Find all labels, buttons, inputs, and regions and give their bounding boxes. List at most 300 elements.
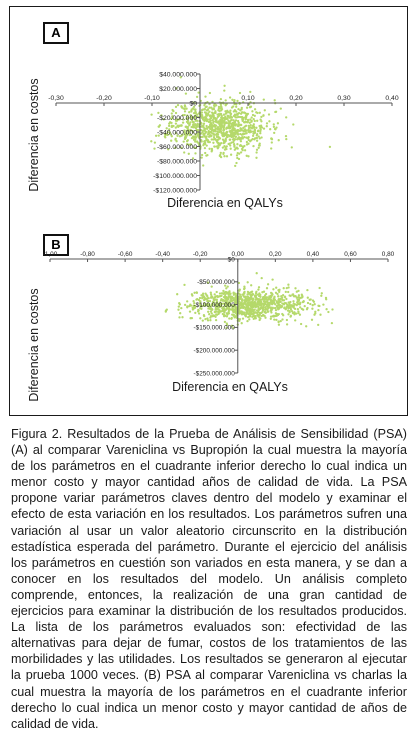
scatter-point	[247, 121, 249, 123]
y-tick-label: -$120.000.000	[153, 187, 197, 195]
scatter-point	[230, 123, 232, 125]
scatter-point	[203, 314, 205, 316]
scatter-point	[277, 306, 279, 308]
scatter-point	[210, 291, 212, 293]
scatter-point	[214, 310, 216, 312]
scatter-point	[309, 303, 311, 305]
scatter-point	[277, 122, 279, 124]
scatter-point	[239, 138, 241, 140]
scatter-point	[233, 146, 235, 148]
scatter-point	[297, 308, 299, 310]
scatter-point	[246, 141, 248, 143]
scatter-point	[233, 115, 235, 117]
scatter-point	[238, 130, 240, 132]
scatter-point	[285, 291, 287, 293]
scatter-point	[257, 307, 259, 309]
scatter-point	[252, 309, 254, 311]
scatter-point	[237, 120, 239, 122]
scatter-point	[207, 311, 209, 313]
scatter-point	[229, 139, 231, 141]
scatter-point	[232, 138, 234, 140]
scatter-point	[232, 309, 234, 311]
figure-frame	[9, 6, 408, 416]
y-tick-label: $40.000.000	[159, 71, 197, 79]
scatter-point	[246, 143, 248, 145]
scatter-point	[260, 136, 262, 138]
scatter-point	[214, 130, 216, 132]
scatter-point	[240, 312, 242, 314]
scatter-point	[247, 136, 249, 138]
scatter-point	[278, 139, 280, 141]
scatter-point	[233, 122, 235, 124]
scatter-point	[246, 155, 248, 157]
x-tick-label: 0,20	[289, 95, 303, 102]
scatter-point	[249, 118, 251, 120]
scatter-point	[234, 309, 236, 311]
scatter-point	[207, 133, 209, 135]
scatter-point	[189, 310, 191, 312]
scatter-point	[205, 154, 207, 156]
scatter-point	[256, 120, 258, 122]
scatter-point	[234, 110, 236, 112]
scatter-point	[310, 298, 312, 300]
scatter-point	[175, 122, 177, 124]
x-tick-label: 0,40	[385, 95, 399, 102]
scatter-point	[251, 293, 253, 295]
scatter-point	[217, 116, 219, 118]
scatter-point	[186, 305, 188, 307]
scatter-point	[249, 315, 251, 317]
scatter-point	[194, 140, 196, 142]
scatter-point	[223, 145, 225, 147]
scatter-point	[172, 110, 174, 112]
scatter-point	[245, 132, 247, 134]
scatter-point	[242, 303, 244, 305]
scatter-point	[307, 297, 309, 299]
scatter-point	[179, 124, 181, 126]
scatter-point	[268, 297, 270, 299]
scatter-point	[203, 108, 205, 110]
scatter-point	[218, 106, 220, 108]
scatter-point	[213, 133, 215, 135]
scatter-point	[212, 113, 214, 115]
scatter-point	[210, 135, 212, 137]
scatter-point	[331, 322, 333, 324]
scatter-point	[243, 292, 245, 294]
scatter-point	[262, 314, 264, 316]
scatter-point	[254, 108, 256, 110]
scatter-point	[206, 109, 208, 111]
scatter-point	[153, 147, 155, 149]
scatter-point	[232, 126, 234, 128]
y-tick-label: $0	[189, 100, 197, 108]
scatter-point	[250, 121, 252, 123]
scatter-point	[211, 315, 213, 317]
scatter-point	[250, 291, 252, 293]
scatter-point	[279, 304, 281, 306]
scatter-point	[252, 145, 254, 147]
scatter-point	[270, 147, 272, 149]
scatter-point	[327, 311, 329, 313]
scatter-point	[229, 96, 231, 98]
scatter-point	[209, 92, 211, 94]
scatter-point	[208, 313, 210, 315]
scatter-point	[223, 155, 225, 157]
x-tick-label: -0,30	[48, 95, 64, 102]
scatter-point	[171, 126, 173, 128]
scatter-point	[221, 292, 223, 294]
scatter-point	[273, 123, 275, 125]
scatter-point	[234, 138, 236, 140]
scatter-point	[183, 151, 185, 153]
scatter-point	[254, 301, 256, 303]
scatter-point	[278, 302, 280, 304]
scatter-point	[215, 313, 217, 315]
scatter-point	[226, 298, 228, 300]
scatter-point	[253, 118, 255, 120]
scatter-point	[285, 135, 287, 137]
scatter-point	[197, 91, 199, 93]
scatter-point	[250, 306, 252, 308]
scatter-point	[185, 108, 187, 110]
scatter-point	[225, 148, 227, 150]
scatter-point	[247, 313, 249, 315]
scatter-point	[241, 134, 243, 136]
x-tick-label: 0,80	[381, 251, 395, 258]
scatter-point	[237, 108, 239, 110]
y-tick-label: -$60.000.000	[156, 143, 197, 151]
scatter-point	[154, 141, 156, 143]
scatter-point	[249, 106, 251, 108]
scatter-point	[270, 137, 272, 139]
scatter-point	[287, 284, 289, 286]
scatter-point	[246, 320, 248, 322]
scatter-point	[235, 295, 237, 297]
scatter-point	[208, 107, 210, 109]
y-tick-label: -$200.000.000	[193, 347, 235, 355]
scatter-point	[260, 299, 262, 301]
scatter-point	[257, 129, 259, 131]
scatter-point	[217, 109, 219, 111]
scatter-point	[224, 110, 226, 112]
scatter-point	[292, 123, 294, 125]
scatter-point	[201, 156, 203, 158]
scatter-point	[319, 314, 321, 316]
scatter-point	[270, 315, 272, 317]
scatter-point	[220, 152, 222, 154]
scatter-point	[286, 319, 288, 321]
scatter-point	[203, 299, 205, 301]
scatter-point	[184, 110, 186, 112]
x-tick-label: 0,20	[269, 251, 282, 258]
scatter-point	[197, 310, 199, 312]
scatter-point	[244, 125, 246, 127]
scatter-point	[301, 308, 303, 310]
scatter-point	[248, 318, 250, 320]
scatter-point	[200, 294, 202, 296]
panel-a-label: A	[43, 22, 69, 44]
scatter-point	[263, 127, 265, 129]
scatter-point	[264, 300, 266, 302]
scatter-point	[293, 311, 295, 313]
scatter-point	[257, 315, 259, 317]
scatter-point	[260, 312, 262, 314]
scatter-point	[220, 98, 222, 100]
scatter-point	[255, 127, 257, 129]
scatter-point	[232, 311, 234, 313]
scatter-point	[229, 110, 231, 112]
scatter-point	[287, 286, 289, 288]
scatter-point	[272, 288, 274, 290]
scatter-point	[235, 136, 237, 138]
scatter-point	[244, 308, 246, 310]
scatter-point	[251, 116, 253, 118]
scatter-point	[212, 138, 214, 140]
y-tick-label: $20.000.000	[159, 85, 197, 93]
scatter-point	[254, 311, 256, 313]
scatter-point	[229, 112, 231, 114]
scatter-point	[205, 294, 207, 296]
scatter-point	[216, 291, 218, 293]
scatter-point	[236, 100, 238, 102]
scatter-point	[245, 297, 247, 299]
scatter-point	[259, 118, 261, 120]
panel-b-label: B	[43, 234, 69, 256]
scatter-point	[317, 305, 319, 307]
scatter-point	[223, 121, 225, 123]
x-tick-label: 0,10	[241, 95, 255, 102]
scatter-point	[289, 295, 291, 297]
scatter-point	[243, 287, 245, 289]
scatter-point	[318, 287, 320, 289]
scatter-point	[212, 122, 214, 124]
scatter-point	[197, 133, 199, 135]
scatter-point	[223, 296, 225, 298]
scatter-point	[221, 116, 223, 118]
scatter-point	[258, 303, 260, 305]
scatter-point	[294, 287, 296, 289]
scatter-point	[241, 111, 243, 113]
scatter-point	[222, 313, 224, 315]
y-axis-label-b: Diferencia en costos	[27, 288, 41, 402]
scatter-point	[214, 138, 216, 140]
scatter-point	[168, 122, 170, 124]
scatter-point	[226, 155, 228, 157]
scatter-point	[203, 133, 205, 135]
scatter-point	[233, 314, 235, 316]
scatter-point	[224, 321, 226, 323]
scatter-point	[283, 299, 285, 301]
scatter-point	[278, 324, 280, 326]
scatter-point	[177, 126, 179, 128]
y-tick-label: -$20.000.000	[156, 114, 197, 122]
y-tick-label: -$250.000.000	[193, 370, 235, 378]
scatter-point	[206, 127, 208, 129]
scatter-point	[252, 135, 254, 137]
scatter-point	[236, 154, 238, 156]
scatter-point	[244, 149, 246, 151]
scatter-point	[168, 125, 170, 127]
scatter-point	[245, 137, 247, 139]
scatter-point	[219, 295, 221, 297]
scatter-point	[293, 313, 295, 315]
scatter-point	[188, 111, 190, 113]
scatter-point	[273, 126, 275, 128]
scatter-point	[248, 130, 250, 132]
scatter-point	[270, 299, 272, 301]
scatter-point	[233, 99, 235, 101]
scatter-point	[204, 318, 206, 320]
scatter-point	[207, 119, 209, 121]
scatter-point	[276, 293, 278, 295]
scatter-point	[223, 89, 225, 91]
scatter-point	[274, 315, 276, 317]
scatter-point	[253, 138, 255, 140]
scatter-point	[206, 106, 208, 108]
scatter-point	[312, 304, 314, 306]
scatter-point	[241, 129, 243, 131]
scatter-point	[215, 295, 217, 297]
scatter-point	[261, 291, 263, 293]
scatter-point	[216, 145, 218, 147]
scatter-point	[260, 129, 262, 131]
scatter-point	[211, 129, 213, 131]
scatter-point	[223, 85, 225, 87]
scatter-point	[239, 92, 241, 94]
scatter-point	[211, 125, 213, 127]
scatter-point	[221, 125, 223, 127]
scatter-point	[213, 136, 215, 138]
scatter-point	[208, 297, 210, 299]
scatter-point	[202, 125, 204, 127]
scatter-point	[266, 125, 268, 127]
scatter-point	[222, 138, 224, 140]
scatter-point	[242, 149, 244, 151]
scatter-point	[183, 284, 185, 286]
scatter-point	[233, 292, 235, 294]
scatter-point	[258, 295, 260, 297]
x-tick-label: -0,10	[144, 95, 160, 102]
scatter-point	[260, 301, 262, 303]
scatter-point	[314, 311, 316, 313]
scatter-point	[205, 131, 207, 133]
scatter-point	[305, 325, 307, 327]
scatter-point	[227, 293, 229, 295]
scatter-point	[299, 297, 301, 299]
scatter-point	[240, 116, 242, 118]
x-tick-label: -0,40	[155, 251, 170, 258]
scatter-point	[178, 316, 180, 318]
scatter-point	[212, 142, 214, 144]
scatter-point	[245, 315, 247, 317]
scatter-point	[274, 307, 276, 309]
scatter-point	[267, 302, 269, 304]
scatter-point	[266, 287, 268, 289]
scatter-point	[268, 113, 270, 115]
scatter-point	[223, 132, 225, 134]
scatter-point	[228, 310, 230, 312]
x-tick-label: 0,30	[337, 95, 351, 102]
scatter-point	[231, 317, 233, 319]
scatter-point	[236, 138, 238, 140]
scatter-point	[283, 306, 285, 308]
scatter-point	[210, 117, 212, 119]
scatter-point	[214, 112, 216, 114]
scatter-point	[217, 139, 219, 141]
scatter-point	[199, 317, 201, 319]
x-tick-label: -1,00	[42, 251, 58, 258]
scatter-point	[220, 130, 222, 132]
scatter-point	[174, 139, 176, 141]
scatter-point	[217, 126, 219, 128]
scatter-point	[213, 145, 215, 147]
scatter-point	[186, 300, 188, 302]
scatter-point	[238, 296, 240, 298]
scatter-point	[236, 123, 238, 125]
y-tick-label: $0	[227, 256, 235, 264]
scatter-point	[264, 311, 266, 313]
scatter-point	[270, 311, 272, 313]
scatter-point	[255, 151, 257, 153]
scatter-point	[231, 99, 233, 101]
scatter-point	[264, 109, 266, 111]
scatter-point	[212, 107, 214, 109]
scatter-point	[250, 296, 252, 298]
scatter-point	[248, 292, 250, 294]
scatter-point	[280, 107, 282, 109]
scatter-point	[213, 298, 215, 300]
scatter-point	[257, 288, 259, 290]
scatter-point	[250, 284, 252, 286]
scatter-point	[206, 144, 208, 146]
scatter-point	[220, 105, 222, 107]
scatter-point	[263, 308, 265, 310]
scatter-point	[231, 116, 233, 118]
scatter-point	[249, 313, 251, 315]
scatter-point	[314, 303, 316, 305]
scatter-point	[247, 281, 249, 283]
scatter-point	[204, 95, 206, 97]
scatter-point	[321, 292, 323, 294]
scatter-point	[259, 112, 261, 114]
scatter-point	[301, 296, 303, 298]
scatter-point	[222, 129, 224, 131]
scatter-point	[275, 287, 277, 289]
scatter-point	[211, 295, 213, 297]
scatter-point	[179, 303, 181, 305]
scatter-point	[252, 114, 254, 116]
scatter-point	[226, 131, 228, 133]
scatter-point	[254, 128, 256, 130]
scatter-point	[248, 125, 250, 127]
scatter-chart-a	[10, 7, 407, 212]
scatter-point	[255, 111, 257, 113]
scatter-point	[241, 299, 243, 301]
scatter-point	[191, 317, 193, 319]
scatter-point	[249, 91, 251, 93]
scatter-point	[246, 114, 248, 116]
scatter-point	[239, 124, 241, 126]
scatter-point	[271, 278, 273, 280]
scatter-point	[209, 316, 211, 318]
scatter-point	[243, 306, 245, 308]
scatter-point	[256, 149, 258, 151]
scatter-point	[239, 288, 241, 290]
scatter-point	[230, 148, 232, 150]
scatter-point	[206, 317, 208, 319]
scatter-point	[246, 311, 248, 313]
scatter-point	[202, 164, 204, 166]
